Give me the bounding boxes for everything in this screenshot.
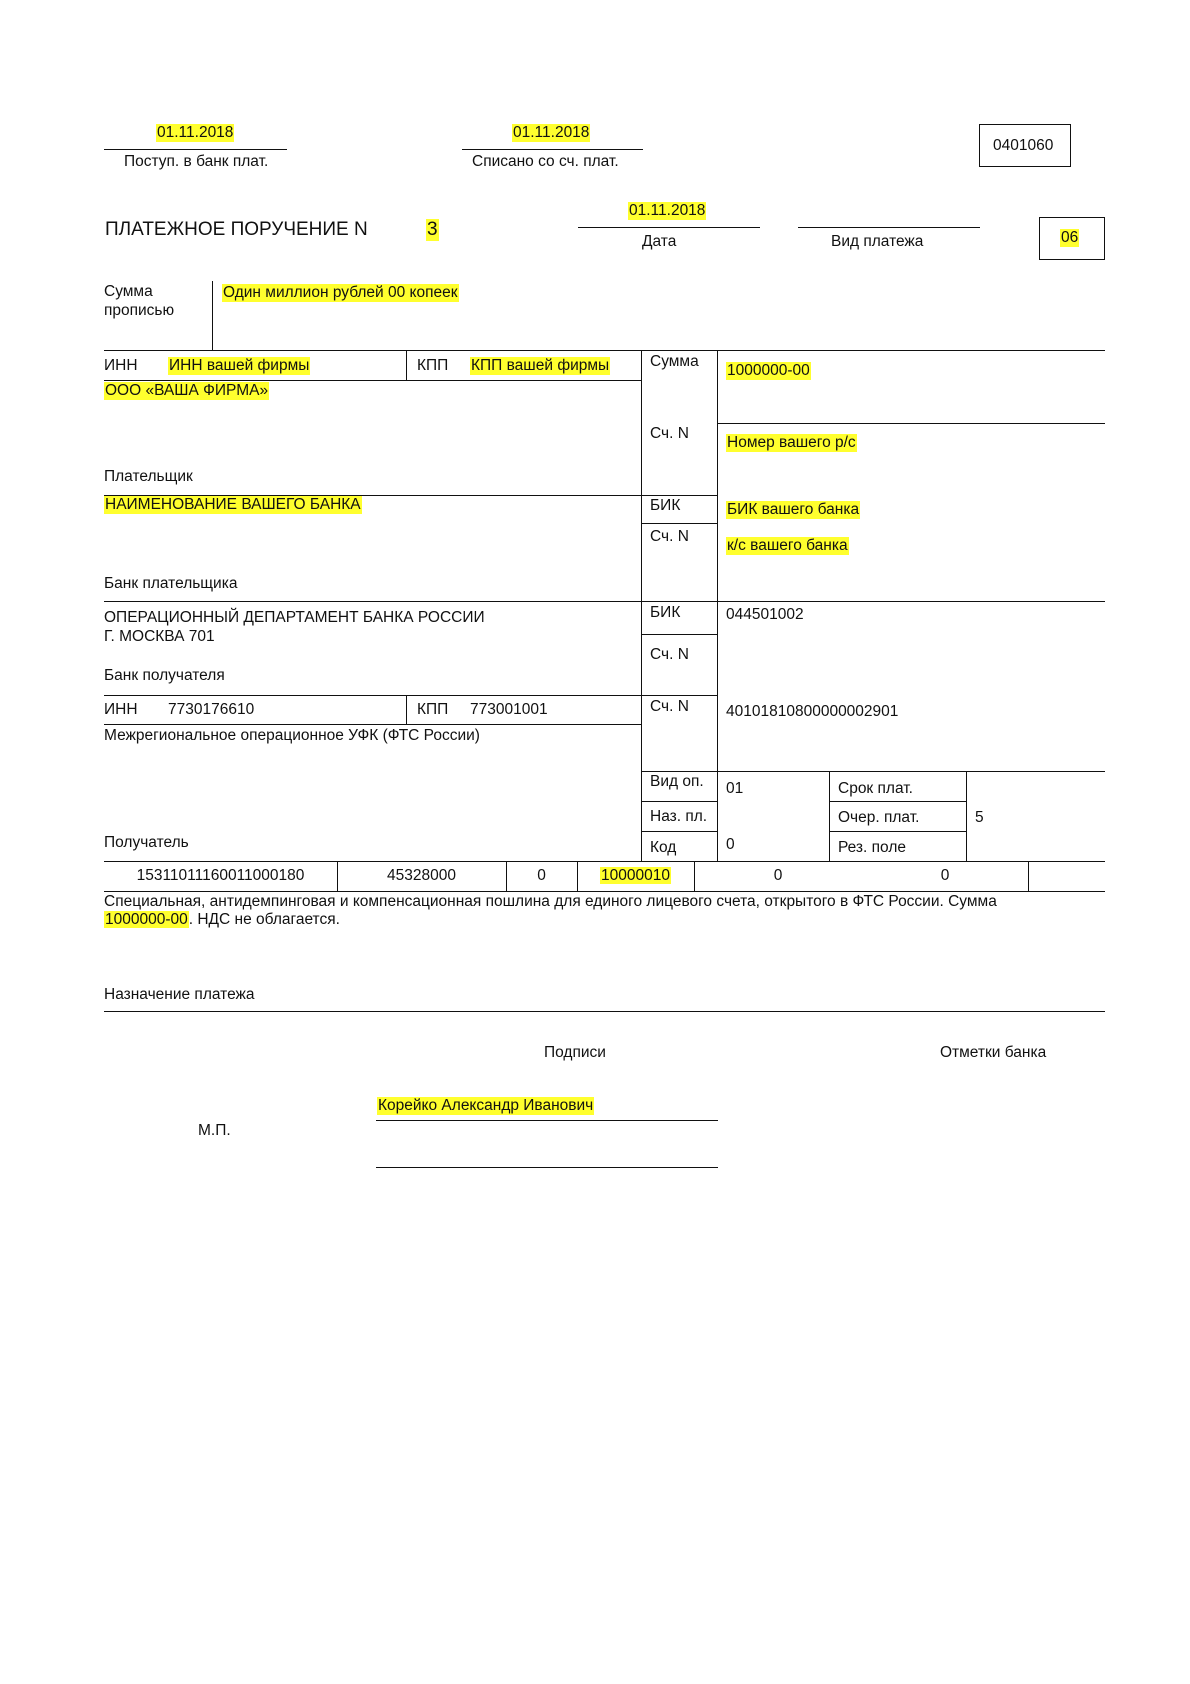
payer-inn-label: ИНН xyxy=(104,357,138,374)
tax-field-oktmo: 45328000 xyxy=(387,867,456,884)
received-date: 01.11.2018 xyxy=(157,124,234,141)
amount-words-divider xyxy=(212,281,213,350)
recipient-inn-label: ИНН xyxy=(104,701,138,718)
amount-words-value: Один миллион рублей 00 копеек xyxy=(223,284,458,301)
signatures-label: Подписи xyxy=(544,1044,606,1061)
tax-field-period-value: 10000010 xyxy=(601,867,670,884)
tax-field-doc-date: 0 xyxy=(940,867,950,884)
amount-words-label-1: Сумма xyxy=(104,283,153,300)
purpose-amount: 1000000-00 xyxy=(105,911,188,928)
payer-account-value: Номер вашего р/с xyxy=(727,434,856,451)
payer-name: ООО «ВАША ФИРМА» xyxy=(105,382,269,399)
recipient-inn-row-bottom xyxy=(104,724,642,725)
grid-divider-right xyxy=(717,350,718,861)
recipient-bank-corr-label: Сч. N xyxy=(650,646,689,663)
operation-divider-1 xyxy=(829,771,830,861)
bank-marks-label: Отметки банка xyxy=(940,1044,1047,1061)
tax-row-bottom xyxy=(104,891,1105,892)
payer-inn-row-bottom xyxy=(104,380,642,381)
recipient-inn-kpp-divider xyxy=(406,695,407,724)
document-date-label: Дата xyxy=(642,233,677,250)
payer-inn-value: ИНН вашей фирмы xyxy=(169,357,310,374)
priority-value: 5 xyxy=(975,809,984,826)
code-value: 0 xyxy=(726,836,735,853)
payer-kpp-value: КПП вашей фирмы xyxy=(471,357,610,374)
payer-account-label: Сч. N xyxy=(650,425,689,442)
op-type-cell-bottom xyxy=(641,801,718,802)
recipient-bank-label: Банк получателя xyxy=(104,667,225,684)
document-title: ПЛАТЕЖНОЕ ПОРУЧЕНИЕ N xyxy=(105,219,368,240)
purpose-code-cell-bottom xyxy=(641,831,718,832)
sum-row-bottom xyxy=(717,423,1105,424)
payer-inn-kpp-divider xyxy=(406,350,407,380)
term-cell-bottom xyxy=(829,801,966,802)
purpose-code-label: Наз. пл. xyxy=(650,808,708,825)
debited-date-label: Списано со сч. плат. xyxy=(472,153,619,170)
priority-cell-bottom xyxy=(829,831,966,832)
signature-line-2 xyxy=(376,1167,718,1168)
recipient-bank-block-bottom xyxy=(104,695,718,696)
grid-divider-left xyxy=(641,350,642,861)
tax-field-kbk: 15311011160011000180 xyxy=(136,867,305,884)
tax-divider-5 xyxy=(1028,861,1029,891)
op-type-label: Вид оп. xyxy=(650,773,704,790)
payer-label: Плательщик xyxy=(104,468,193,485)
form-code: 0401060 xyxy=(993,137,1054,154)
payer-sum-label: Сумма xyxy=(650,353,699,370)
document-date: 01.11.2018 xyxy=(629,202,706,219)
payer-bank-name: НАИМЕНОВАНИЕ ВАШЕГО БАНКА xyxy=(105,496,361,513)
tax-field-doc-number: 0 xyxy=(773,867,783,884)
amount-words-label-2: прописью xyxy=(104,302,175,319)
recipient-bank-name-1: ОПЕРАЦИОННЫЙ ДЕПАРТАМЕНТ БАНКА РОССИИ xyxy=(104,609,485,626)
debited-date: 01.11.2018 xyxy=(513,124,590,141)
recipient-inn-value: 7730176610 xyxy=(168,701,255,718)
payment-type-line xyxy=(798,227,980,228)
signature-line-1 xyxy=(376,1120,718,1121)
received-date-label: Поступ. в банк плат. xyxy=(124,153,269,170)
tax-field-period xyxy=(577,867,694,885)
received-date-line xyxy=(104,149,287,150)
document-number: 3 xyxy=(427,219,438,240)
payer-bank-corr-label: Сч. N xyxy=(650,528,689,545)
reserve-label: Рез. поле xyxy=(838,839,906,856)
recipient-name: Межрегиональное операционное УФК (ФТС России) xyxy=(104,727,480,744)
purpose-line xyxy=(104,1011,1105,1012)
status-code: 06 xyxy=(1061,229,1079,246)
payer-bik-cell-bottom xyxy=(641,523,718,524)
recipient-label: Получатель xyxy=(104,834,189,851)
tax-row-top xyxy=(104,861,1105,862)
payment-purpose-label: Назначение платежа xyxy=(104,986,255,1003)
recipient-account-label: Сч. N xyxy=(650,698,689,715)
payer-sum-value: 1000000-00 xyxy=(727,362,810,379)
tax-field-basis: 0 xyxy=(537,867,546,884)
recipient-account-value: 40101810800000002901 xyxy=(726,703,899,720)
operation-divider-2 xyxy=(966,771,967,861)
payer-bank-corr-value: к/с вашего банка xyxy=(727,537,848,554)
payer-bank-block-bottom xyxy=(104,601,1105,602)
term-label: Срок плат. xyxy=(838,780,913,797)
recipient-bank-bik-value: 044501002 xyxy=(726,606,804,623)
signer-name: Корейко Александр Иванович xyxy=(378,1097,594,1114)
purpose-text-part-1: Специальная, антидемпинговая и компенсационная пошлина для единого лицевого счета, открытого в ФТС России. Сумма xyxy=(104,893,997,910)
debited-date-line xyxy=(462,149,643,150)
document-date-line xyxy=(578,227,760,228)
payment-purpose-text xyxy=(104,893,1044,929)
payer-bank-bik-value: БИК вашего банка xyxy=(727,501,860,518)
grid-line-top xyxy=(104,350,1105,351)
recipient-kpp-label: КПП xyxy=(417,701,449,718)
purpose-text-part-2: . НДС не облагается. xyxy=(188,911,340,928)
payer-kpp-label: КПП xyxy=(417,357,449,374)
code-label: Код xyxy=(650,839,677,856)
account-cell-bottom xyxy=(641,495,718,496)
payer-bank-bik-label: БИК xyxy=(650,497,681,514)
recipient-bank-name-2: Г. МОСКВА 701 xyxy=(104,628,215,645)
recipient-bik-cell-bottom xyxy=(641,634,718,635)
payment-type-label: Вид платежа xyxy=(831,233,924,250)
recipient-kpp-value: 773001001 xyxy=(470,701,548,718)
payer-bank-label: Банк плательщика xyxy=(104,575,238,592)
operation-block-top xyxy=(641,771,1105,772)
priority-label: Очер. плат. xyxy=(838,809,920,826)
recipient-bank-bik-label: БИК xyxy=(650,604,681,621)
op-type-value: 01 xyxy=(726,780,744,797)
stamp-label: М.П. xyxy=(198,1122,231,1139)
